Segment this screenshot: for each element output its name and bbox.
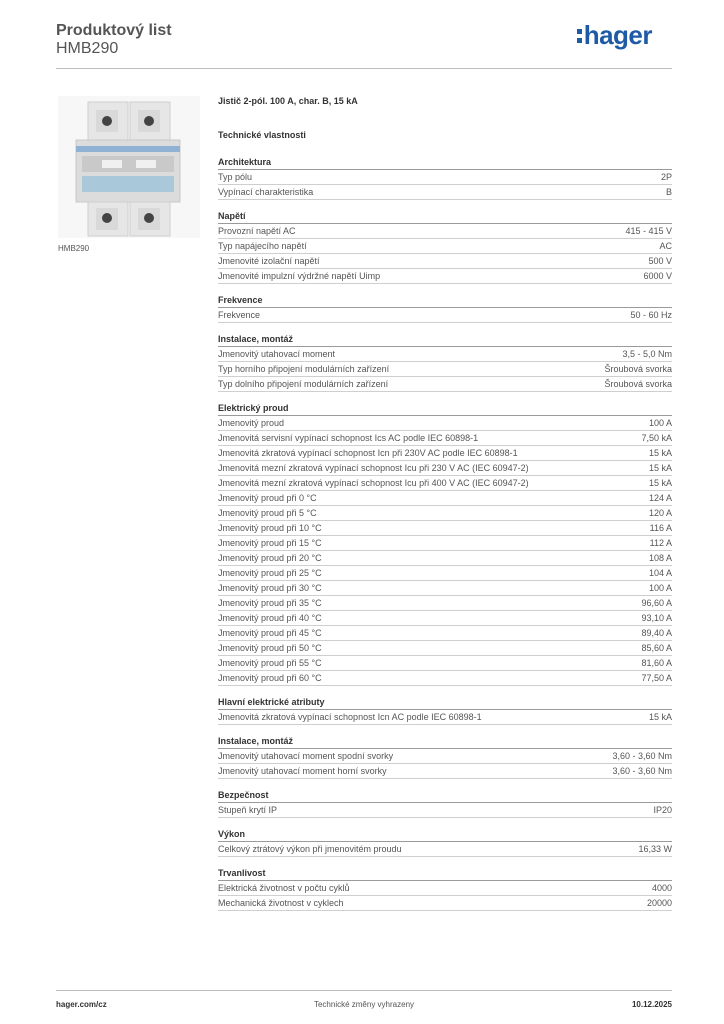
spec-label: Jmenovitý proud při 5 °C [218,508,317,518]
logo-dots-icon [576,24,584,46]
spec-label: Jmenovitá zkratová vypínací schopnost Icn AC podle IEC 60898-1 [218,712,482,722]
spec-value: 500 V [648,256,672,266]
spec-label: Celkový ztrátový výkon při jmenovitém proudu [218,844,402,854]
spec-section [218,828,672,857]
spec-row [218,764,672,779]
image-caption: HMB290 [58,244,90,253]
spec-label: Provozní napětí AC [218,226,296,236]
spec-row [218,416,672,431]
section-title: Frekvence [218,294,672,308]
spec-row [218,626,672,641]
spec-row [218,431,672,446]
spec-label: Jmenovitý proud při 0 °C [218,493,317,503]
section-title: Napětí [218,210,672,224]
spec-value: 20000 [646,898,672,908]
footer-date: 10.12.2025 [631,1000,672,1009]
spec-value: 93,10 A [641,613,672,623]
spec-label: Jmenovitý proud při 55 °C [218,658,322,668]
spec-row [218,749,672,764]
spec-row [218,551,672,566]
spec-section [218,735,672,779]
spec-value: 15 kA [648,463,672,473]
spec-label: Jmenovitý proud při 10 °C [218,523,322,533]
spec-label: Typ dolního připojení modulárních zařízení [218,379,389,389]
page-footer [56,990,672,1021]
spec-row [218,269,672,284]
section-title: Hlavní elektrické atributy [218,696,672,710]
spec-row [218,476,672,491]
spec-value: 120 A [648,508,672,518]
spec-row [218,362,672,377]
spec-value: 85,60 A [641,643,672,653]
spec-value: 3,5 - 5,0 Nm [622,349,672,359]
product-description: Jistič 2-pól. 100 A, char. B, 15 kA [218,96,358,106]
section-title: Instalace, montáž [218,333,672,347]
spec-row [218,347,672,362]
spec-row [218,170,672,185]
spec-value: B [665,187,672,197]
spec-label: Jmenovité izolační napětí [218,256,320,266]
spec-row [218,656,672,671]
spec-value: 50 - 60 Hz [630,310,672,320]
spec-row [218,461,672,476]
spec-label: Elektrická životnost v počtu cyklů [218,883,350,893]
spec-label: Jmenovitý proud při 40 °C [218,613,322,623]
spec-value: 7,50 kA [641,433,672,443]
spec-value: 16,33 W [638,844,672,854]
spec-value: 108 A [648,553,672,563]
spec-value: 15 kA [648,712,672,722]
spec-row [218,224,672,239]
section-title: Trvanlivost [218,867,672,881]
spec-label: Jmenovité impulzní výdržné napětí Uimp [218,271,381,281]
spec-value: 116 A [649,523,672,533]
spec-value: 6000 V [643,271,672,281]
spec-row [218,581,672,596]
spec-value: 3,60 - 3,60 Nm [612,751,672,761]
spec-value: Šroubová svorka [604,364,672,374]
spec-label: Jmenovitý proud při 15 °C [218,538,322,548]
spec-row [218,611,672,626]
spec-row [218,566,672,581]
product-image [58,96,200,238]
spec-label: Typ pólu [218,172,253,182]
spec-content [218,96,672,911]
spec-label: Mechanická životnost v cyklech [218,898,344,908]
spec-value: 2P [660,172,672,182]
spec-label: Jmenovitý proud při 25 °C [218,568,322,578]
spec-label: Jmenovitý proud při 60 °C [218,673,322,683]
footer-website: hager.com/cz [56,1000,107,1009]
product-code: HMB290 [56,40,119,57]
spec-row [218,185,672,200]
spec-row [218,596,672,611]
section-title: Architektura [218,156,672,170]
spec-value: 81,60 A [641,658,672,668]
spec-value: Šroubová svorka [604,379,672,389]
spec-row [218,521,672,536]
spec-label: Jmenovitý utahovací moment spodní svorky [218,751,394,761]
spec-value: 415 - 415 V [625,226,672,236]
spec-row [218,803,672,818]
circuit-breaker-icon [58,96,200,238]
spec-label: Stupeň krytí IP [218,805,278,815]
spec-value: AC [659,241,672,251]
spec-section [218,402,672,686]
spec-section [218,156,672,200]
spec-row [218,896,672,911]
page-title: Produktový list [56,22,172,39]
spec-label: Jmenovitý utahovací moment horní svorky [218,766,387,776]
section-title: Instalace, montáž [218,735,672,749]
spec-row [218,254,672,269]
spec-row [218,842,672,857]
hager-logo [576,20,652,51]
spec-value: 4000 [651,883,672,893]
spec-row [218,506,672,521]
technical-properties-title: Technické vlastnosti [218,130,306,140]
spec-row [218,671,672,686]
spec-label: Jmenovitá mezní zkratová vypínací schopnost Icu při 400 V AC (IEC 60947-2) [218,478,529,488]
spec-row [218,536,672,551]
logo-text: hager [583,20,652,50]
spec-value: 15 kA [648,478,672,488]
spec-label: Jmenovitý proud při 45 °C [218,628,322,638]
spec-value: 100 A [648,418,672,428]
spec-value: 3,60 - 3,60 Nm [612,766,672,776]
spec-label: Jmenovitý proud při 35 °C [218,598,322,608]
spec-row [218,641,672,656]
spec-label: Frekvence [218,310,261,320]
spec-section [218,696,672,725]
section-title: Elektrický proud [218,402,672,416]
spec-label: Jmenovitý proud při 30 °C [218,583,322,593]
spec-label: Jmenovitá mezní zkratová vypínací schopnost Icu při 230 V AC (IEC 60947-2) [218,463,529,473]
spec-value: 89,40 A [641,628,672,638]
page-header [56,20,672,69]
spec-label: Jmenovitý proud při 50 °C [218,643,322,653]
section-title: Výkon [218,828,672,842]
spec-value: 124 A [648,493,672,503]
spec-value: 112 A [649,538,672,548]
spec-label: Jmenovitá servisní vypínací schopnost Ics AC podle IEC 60898-1 [218,433,479,443]
spec-label: Jmenovitý proud [218,418,285,428]
footer-note: Technické změny vyhrazeny [313,1000,415,1009]
spec-value: 15 kA [648,448,672,458]
spec-section [218,210,672,284]
spec-value: 96,60 A [641,598,672,608]
spec-row [218,881,672,896]
spec-label: Typ horního připojení modulárních zařízení [218,364,390,374]
spec-value: 100 A [648,583,672,593]
spec-row [218,446,672,461]
spec-section [218,789,672,818]
spec-row [218,491,672,506]
spec-label: Jmenovitý proud při 20 °C [218,553,322,563]
spec-label: Typ napájecího napětí [218,241,307,251]
spec-label: Jmenovitá zkratová vypínací schopnost Icn při 230V AC podle IEC 60898-1 [218,448,518,458]
spec-value: 77,50 A [641,673,672,683]
spec-row [218,308,672,323]
spec-section [218,294,672,323]
spec-section [218,333,672,392]
spec-value: 104 A [648,568,672,578]
spec-sections [218,156,672,911]
section-title: Bezpečnost [218,789,672,803]
spec-value: IP20 [653,805,672,815]
spec-label: Jmenovitý utahovací moment [218,349,336,359]
spec-section [218,867,672,911]
spec-row [218,239,672,254]
spec-row [218,710,672,725]
spec-row [218,377,672,392]
spec-label: Vypínací charakteristika [218,187,314,197]
